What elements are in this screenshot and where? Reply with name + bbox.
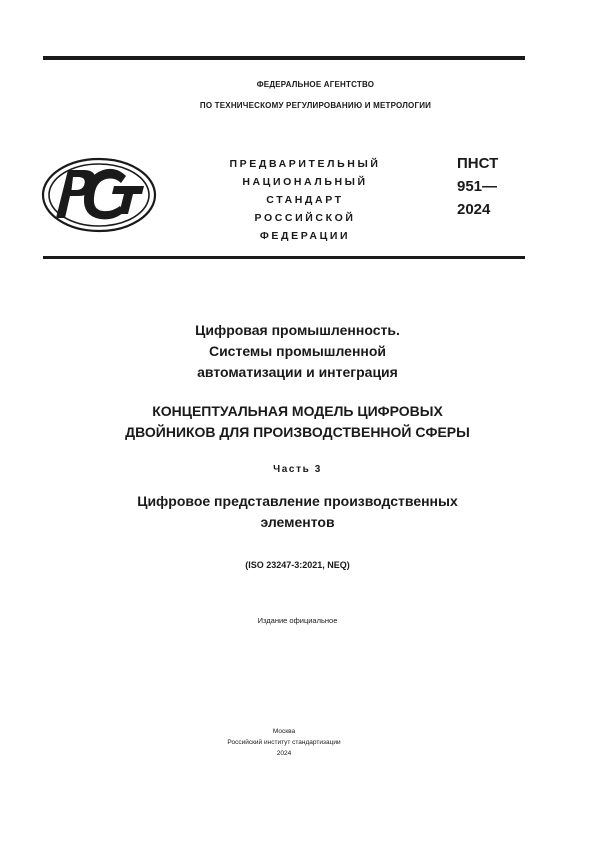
agency-name-line-1: ФЕДЕРАЛЬНОЕ АГЕНТСТВО — [256, 80, 375, 89]
imprint-city: Москва — [272, 728, 296, 735]
standard-designation — [457, 152, 498, 221]
edition-note: Издание официальное — [257, 616, 338, 625]
imprint-year: 2024 — [276, 750, 292, 757]
top-rule — [43, 56, 525, 60]
gost-r-emblem-icon — [40, 156, 158, 234]
designation-year: 2024 — [457, 201, 491, 218]
part-title — [50, 491, 545, 533]
general-title-line: Системы промышленной — [208, 343, 387, 359]
middle-rule — [43, 256, 525, 259]
standard-type — [205, 155, 405, 245]
designation-number: 951— — [457, 178, 498, 195]
designation-prefix: ПНСТ — [457, 155, 499, 172]
part-title-line: Цифровое представление производственных — [137, 493, 458, 509]
iso-reference: (ISO 23247-3:2021, NEQ) — [245, 560, 350, 570]
main-title — [50, 401, 545, 443]
general-title-line: Цифровая промышленность. — [195, 322, 400, 338]
standard-type-line: ПРЕДВАРИТЕЛЬНЫЙ — [229, 158, 381, 170]
main-title-line: ДВОЙНИКОВ ДЛЯ ПРОИЗВОДСТВЕННОЙ СФЕРЫ — [125, 424, 470, 440]
standard-type-line: РОССИЙСКОЙ — [254, 212, 356, 224]
gost-logo-text: РСТ — [40, 156, 42, 157]
part-title-line: элементов — [260, 514, 335, 530]
general-title-line: автоматизации и интеграция — [197, 364, 398, 380]
standard-type-line: СТАНДАРТ — [266, 194, 344, 206]
agency-name-line-2: ПО ТЕХНИЧЕСКОМУ РЕГУЛИРОВАНИЮ И МЕТРОЛОГИИ — [199, 101, 432, 110]
imprint-publisher: Российский институт стандартизации — [227, 739, 341, 746]
imprint — [43, 726, 525, 759]
general-title — [50, 320, 545, 383]
standard-type-line: НАЦИОНАЛЬНЫЙ — [242, 176, 368, 188]
part-number: Часть 3 — [273, 464, 322, 475]
main-title-line: КОНЦЕПТУАЛЬНАЯ МОДЕЛЬ ЦИФРОВЫХ — [152, 403, 443, 419]
standard-type-line: ФЕДЕРАЦИИ — [259, 230, 351, 242]
